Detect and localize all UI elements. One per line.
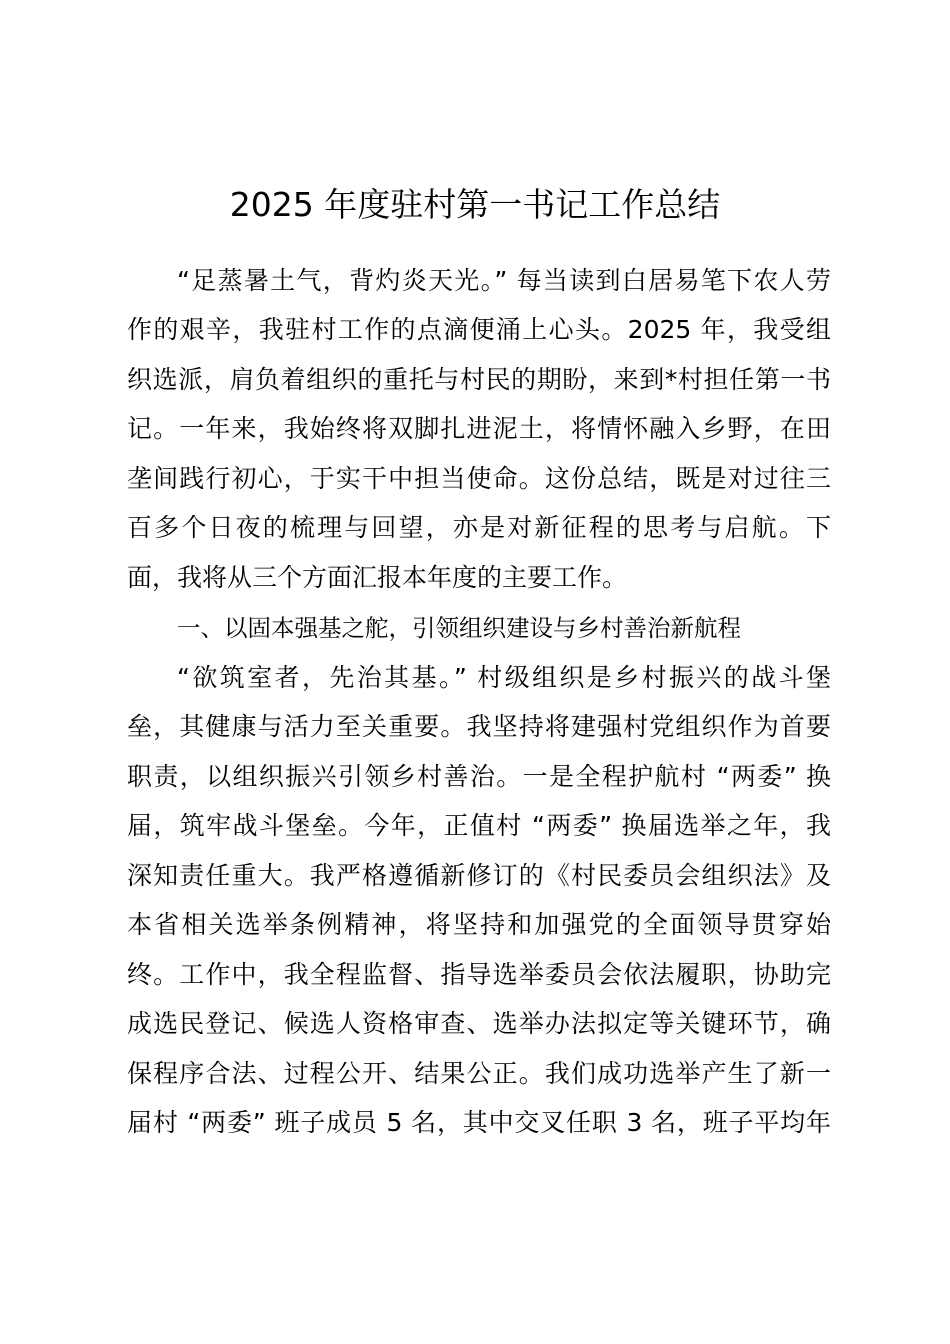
- paragraph-line: 届村 “两委” 班子成员 5 名，其中交叉任职 3 名，班子平均年: [127, 1108, 831, 1137]
- paragraph-line: 本省相关选举条例精神，将坚持和加强党的全面领导贯穿始: [127, 910, 831, 939]
- paragraph-line: 终。工作中，我全程监督、指导选举委员会依法履职，协助完: [127, 960, 831, 989]
- paragraph-line: 百多个日夜的梳理与回望，亦是对新征程的思考与启航。下: [127, 513, 831, 542]
- document-title: 2025 年度驻村第一书记工作总结: [229, 185, 721, 224]
- paragraph-line: 垄间践行初心，于实干中担当使命。这份总结，既是对过往三: [127, 464, 831, 493]
- paragraph-line: 保程序合法、过程公开、结果公正。我们成功选举产生了新一: [127, 1059, 831, 1088]
- paragraph-line: “欲筑室者，先治其基。” 村级组织是乡村振兴的战斗堡: [177, 663, 831, 692]
- paragraph-line: 成选民登记、候选人资格审查、选举办法拟定等关键环节，确: [127, 1009, 831, 1038]
- paragraph-line: 深知责任重大。我严格遵循新修订的《村民委员会组织法》及: [127, 861, 831, 890]
- paragraph-line: 织选派，肩负着组织的重托与村民的期盼，来到*村担任第一书: [127, 365, 831, 394]
- section-heading: 一、以固本强基之舵，引领组织建设与乡村善治新航程: [177, 614, 741, 642]
- paragraph-line: 记。一年来，我始终将双脚扎进泥土，将情怀融入乡野，在田: [127, 414, 831, 443]
- paragraph-line: “足蒸暑土气，背灼炎天光。” 每当读到白居易笔下农人劳: [177, 266, 831, 295]
- paragraph-line: 面，我将从三个方面汇报本年度的主要工作。: [127, 563, 628, 592]
- paragraph-line: 垒，其健康与活力至关重要。我坚持将建强村党组织作为首要: [127, 712, 831, 741]
- paragraph-line: 届，筑牢战斗堡垒。今年，正值村 “两委” 换届选举之年，我: [127, 811, 831, 840]
- paragraph-line: 职责，以组织振兴引领乡村善治。一是全程护航村 “两委” 换: [127, 762, 831, 791]
- paragraph-line: 作的艰辛，我驻村工作的点滴便涌上心头。2025 年，我受组: [127, 315, 831, 344]
